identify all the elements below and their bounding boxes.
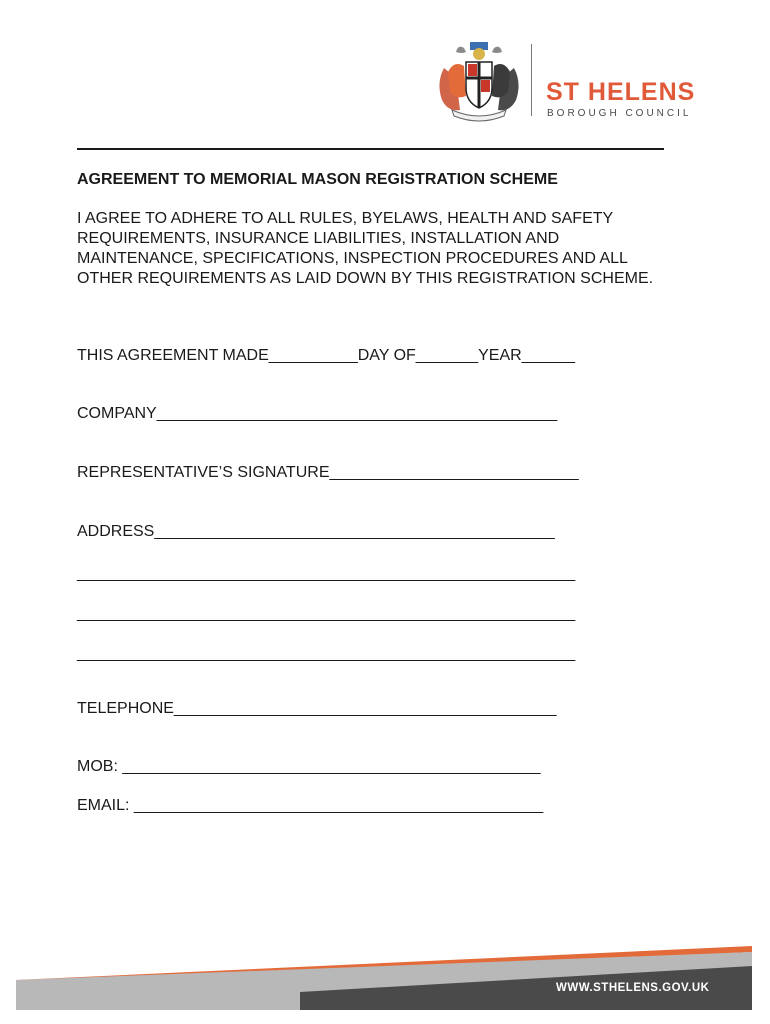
signature-field[interactable]: REPRESENTATIVE’S SIGNATURE____________________________ [77, 464, 579, 481]
mobile-field[interactable]: MOB: _______________________________________________ [77, 758, 541, 775]
brand-subtitle: BOROUGH COUNCIL [547, 108, 692, 119]
header-rule [77, 148, 664, 150]
agreement-date-field[interactable]: THIS AGREEMENT MADE__________DAY OF_______YEAR______ [77, 347, 576, 364]
footer-website-link[interactable]: WWW.STHELENS.GOV.UK [556, 982, 710, 994]
address-line-4[interactable]: ________________________________________________________ [77, 645, 576, 662]
page-title: AGREEMENT TO MEMORIAL MASON REGISTRATION SCHEME [77, 171, 558, 188]
coat-of-arms-icon [434, 38, 524, 122]
logo-divider [531, 44, 532, 116]
address-line-2[interactable]: ________________________________________________________ [77, 565, 576, 582]
company-field[interactable]: COMPANY_____________________________________________ [77, 405, 558, 422]
email-field[interactable]: EMAIL: ______________________________________________ [77, 797, 544, 814]
telephone-field[interactable]: TELEPHONE___________________________________________ [77, 700, 557, 717]
address-field[interactable]: ADDRESS_____________________________________________ [77, 523, 555, 540]
logo [434, 38, 694, 122]
agreement-statement: I AGREE TO ADHERE TO ALL RULES, BYELAWS, HEALTH AND SAFETY REQUIREMENTS, INSURANCE LIABILITIES, INSTALLATION AND MAINTENANCE, SPECIFICATIONS, INSPECTION PROCEDURES AND ALL OTHER REQUIREMENTS AS LAID DOWN BY THIS REGISTRATION SCHEME. [77, 210, 654, 287]
brand-name: ST HELENS [546, 78, 696, 106]
footer-banner [0, 930, 770, 1024]
address-line-3[interactable]: ________________________________________________________ [77, 605, 576, 622]
